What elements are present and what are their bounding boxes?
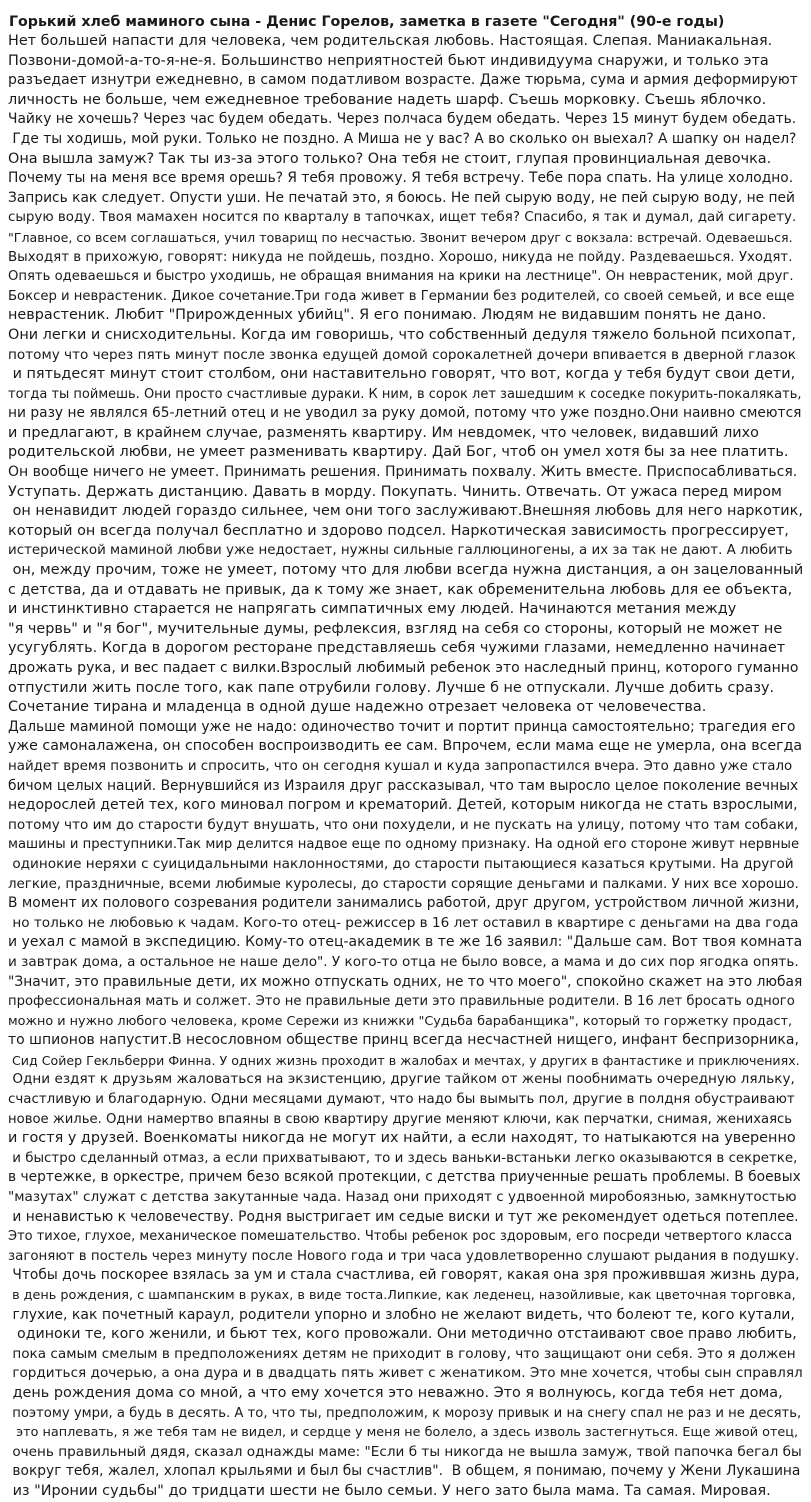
text-line: легкие, праздничные, всеми любимые куролесы, до старости сорящие деньгами и палками. У них все хорошо. bbox=[8, 876, 799, 892]
text-line: усугублять. Когда в дорогом ресторане представляешь себя чужими глазами, немедленно начинает bbox=[8, 640, 786, 657]
text-line: сырую воду. Твоя мамахен носится по кварталу в тапочках, ищет тебя? Спасибо, я так и думал, дай сигарету. bbox=[8, 210, 797, 226]
text-line: и быстро сделанный отмаз, а если прихватывают, то и здесь ваньки-встаньки легко оказываются в секретке, bbox=[8, 1150, 798, 1166]
text-line: разъедает изнутри ежедневно, в самом податливом возрасте. Даже тюрьма, сума и армия деформируют bbox=[8, 72, 798, 89]
text-line: Она вышла замуж? Так ты из-за этого только? Она тебя не стоит, глупая провинциальная девочка. bbox=[8, 150, 772, 167]
text-line: недорослей детей тех, кого миновал погром и крематорий. Детей, которым никогда не стать взрослыми, bbox=[8, 797, 798, 814]
text-line: тогда ты поймешь. Они просто счастливые дураки. К ним, в сорок лет зашедшим к соседке покурить-покалякать, bbox=[8, 386, 802, 402]
text-line: и гостя у друзей. Военкоматы никогда не могут их найти, а если находят, то натыкаются на уверенно bbox=[8, 1130, 796, 1147]
text-line: и ненавистью к человечеству. Родня выстригает им седые виски и тут же рекомендует одеться потеплее. bbox=[8, 1208, 799, 1225]
text-line: это наплевать, я же тебя там не видел, и сердце у меня не болело, а здесь изволь застегнуться. Еще живой отец, bbox=[8, 1425, 799, 1441]
text-line: Одни ездят к друзьям жаловаться на экзистенцию, другие тайком от жены пообнимать очередную ляльку, bbox=[8, 1071, 795, 1088]
text-line: ни разу не являлся 65-летний отец и не уводил за руку домой, потому что уже поздно.Они наивно смеются bbox=[8, 405, 802, 422]
text-line: одинокие неряхи с суицидальными наклонностями, до старости пытающиеся казаться крутыми. На другой bbox=[8, 855, 794, 872]
text-line: "мазутах" служат с детства закутанные чада. Назад они приходят с удвоенной миробоязнью, замкнутостью bbox=[8, 1189, 797, 1206]
text-line: Чайку не хочешь? Через час будем обедать. Через полчаса будем обедать. Через 15 минут будем обедать. bbox=[8, 111, 797, 128]
text-line: Почему ты на меня все время орешь? Я тебя провожу. Я тебя встречу. Тебе пора спать. На улице холодно. bbox=[8, 170, 794, 187]
text-line: Сид Сойер Гекльберри Финна. У одних жизнь проходит в жалобах и мечтах, у других в фантастике и приключениях. bbox=[8, 1052, 800, 1068]
text-line: который он всегда получал бесплатно и здорово подсел. Наркотическая зависимость прогрессирует, bbox=[8, 522, 789, 539]
text-line: в чертежке, в оркестре, причем безо всякой протекции, с детства приученные решать проблемы. В боевых bbox=[8, 1169, 801, 1186]
text-line: пока самым смелым в предположениях детям не приходит в голову, что защищают они себя. Это я должен bbox=[8, 1345, 796, 1362]
text-line: поэтому умри, а будь в десять. А то, что ты, предположим, к морозу привык и на снегу спал не раз и не десять, bbox=[8, 1405, 802, 1421]
text-line: найдет время позвонить и спросить, что он сегодня кушал и куда запропастился вчера. Это давно уже стало bbox=[8, 758, 793, 774]
text-line: В момент их полового созревания родители занимались работой, друг другом, устройством личной жизни, bbox=[8, 895, 800, 912]
article-title: Горький хлеб маминого сына - Денис Горелов, заметка в газете "Сегодня" (90-е годы) bbox=[9, 14, 725, 30]
text-line: профессиональная мать и солжет. Это не правильные дети это правильные родители. В 16 лет бросать одного bbox=[8, 994, 795, 1010]
text-line: Боксер и неврастеник. Дикое сочетание.Три года живет в Германии без родителей, со своей семьей, и все еще bbox=[8, 288, 795, 304]
text-line: истерической маминой любви уже недостает, нужны сильные галлюциногены, а их за так не дают. А любить bbox=[8, 543, 793, 559]
text-line: "Значит, это правильные дети, их можно отпускать одних, не то что моего", спокойно скажет на это любая bbox=[8, 973, 803, 990]
text-line: из "Иронии судьбы" до тридцати шести не было семьи. У него зато была мама. Та самая. Мировая. bbox=[8, 1482, 771, 1499]
text-line: то шпионов напустит.В несословном обществе принц всегда несчастней нищего, инфант беспризорника, bbox=[8, 1032, 799, 1049]
text-line: в день рождения, с шампанским в руках, в виде тоста.Липкие, как леденец, назойливые, как цветочная торговка, bbox=[8, 1288, 796, 1303]
text-line: родительской любви, не умеет разменивать квартиру. Дай Бог, чтоб он умел хотя бы за нее платить. bbox=[8, 444, 789, 461]
text-line: он, между прочим, тоже не умеет, потому что для любви всегда нужна дистанция, а он зацелованный bbox=[8, 562, 804, 579]
text-line: "Главное, со всем соглашаться, учил товарищ по несчастью. Звонит вечером друг с вокзала: встречай. Одеваешься. bbox=[8, 229, 793, 245]
text-line: счастливую и благодарную. Одни месяцами думают, что надо бы вымыть пол, другие в полдня обустраивают bbox=[8, 1092, 795, 1108]
text-line: "я червь" и "я бог", мучительные думы, рефлексия, взгляд на себя со стороны, который не может не bbox=[8, 620, 783, 637]
text-line: Нет большей напасти для человека, чем родительская любовь. Настоящая. Слепая. Маниакальная. bbox=[8, 33, 773, 49]
text-line: и предлагают, в крайнем случае, разменять квартиру. Им невдомек, что человек, видавший лихо bbox=[8, 424, 759, 441]
text-line: уже самоналажена, он способен воспроизводить ее сам. Впрочем, если мама еще не умерла, она всегда bbox=[8, 738, 803, 755]
text-line: Уступать. Держать дистанцию. Давать в морду. Покупать. Чинить. Отвечать. От ужаса перед миром bbox=[8, 483, 782, 500]
text-line: Он вообще ничего не умеет. Принимать решения. Принимать похвалу. Жить вместе. Приспосабливаться. bbox=[8, 464, 798, 481]
text-line: машины и преступники.Так мир делится надвое еще по одному признаку. На одной его стороне живут нервные bbox=[8, 837, 800, 853]
text-line: и завтрак дома, а остальное не наше дело". У кого-то отца не было вовсе, а мама и до сих пор ягодка опять. bbox=[8, 953, 799, 970]
text-line: Позвони-домой-а-то-я-не-я. Большинство неприятностей бьют индивидуума снаружи, и только эта bbox=[8, 52, 769, 69]
text-line: одиноки те, кого женили, и бьют тех, кого провожали. Они методично отстаивают свое право любить, bbox=[8, 1326, 797, 1343]
text-line: и пятьдесят минут стоит столбом, они наставительно говорят, что вот, когда у тебя будут свои дети, bbox=[8, 366, 796, 383]
text-line: и инстинктивно старается не напрягать симпатичных ему людей. Начинаются метания между bbox=[8, 601, 737, 618]
text-line: Дальше маминой помощи уже не надо: одиночество точит и портит принца самостоятельно; трагедия его bbox=[8, 718, 796, 735]
text-line: он ненавидит людей гораздо сильнее, чем они того заслуживают.Внешняя любовь для него наркотик, bbox=[8, 503, 803, 520]
text-line: загоняют в постель через минуту после Нового года и три часа удовлетворенно слушают рыдания в подушку. bbox=[8, 1248, 800, 1264]
text-line: гордиться дочерью, а она дура и в двадцать пять живет с женатиком. Это мне хочется, чтобы сын справлял bbox=[8, 1365, 803, 1382]
text-line: личность не больше, чем ежедневное требование надеть шарф. Съешь морковку. Съешь яблочко. bbox=[8, 91, 767, 108]
text-line: Чтобы дочь поскорее взялась за ум и стала счастлива, ей говорят, какая она зря проживвшая жизнь дура, bbox=[8, 1267, 800, 1284]
text-line: можно и нужно любого человека, кроме Сережи из книжки "Судьба барабанщика", который то горжетку продаст, bbox=[8, 1013, 793, 1029]
text-line: неврастеник. Любит "Прирожденных убийц". Я его понимаю. Людям не видавшим понять не дано. bbox=[8, 307, 767, 324]
text-line: Сочетание тирана и младенца в одной душе надежно отрезает человека от человечества. bbox=[8, 699, 707, 716]
text-line: очень правильный дядя, сказал однажды маме: "Если б ты никогда не вышла замуж, твой папочка бегал бы bbox=[8, 1443, 802, 1460]
text-line: день рождения дома со мной, а что ему хочется это неважно. Это я волнуюсь, когда тебя нет дома, bbox=[8, 1384, 783, 1401]
text-line: Запрись как следует. Опусти уши. Не печатай это, я боюсь. Не пей сырую воду, не пей сырую воду, не пей bbox=[8, 189, 795, 206]
article-body bbox=[8, 32, 803, 1502]
text-line: Они легки и снисходительны. Когда им говоришь, что собственный дедуля тяжело больной психопат, bbox=[8, 326, 796, 343]
text-line: Где ты ходишь, мой руки. Только не поздно. А Миша не у вас? А во сколько он выехал? А шапку он надел? bbox=[8, 130, 797, 147]
text-line: Опять одеваешься и быстро уходишь, не обращая внимания на крики на лестнице". Он неврастеник, мой друг. bbox=[8, 269, 794, 285]
text-line: бичом целых наций. Вернувшийся из Израиля друг рассказывал, что там выросло целое поколение вечных bbox=[8, 777, 799, 794]
text-line: но только не любовью к чадам. Кого-то отец- режиссер в 16 лет оставил в квартире с деньгами на два года bbox=[8, 914, 799, 931]
text-line: потому что через пять минут после звонка едущей домой сорокалетней дочери впивается в дверной глазок bbox=[8, 346, 796, 363]
text-line: отпустили жить после того, как папе отрубили голову. Лучше б не отпускали. Лучше добить сразу. bbox=[8, 679, 775, 696]
text-line: глухие, как почетный караул, родители упорно и злобно не желают видеть, что болеют те, кого кутали, bbox=[8, 1306, 795, 1323]
text-line: с детства, да и отдавать не привык, да к тому же знает, как обременительна любовь для ее объекта, bbox=[8, 581, 793, 598]
text-line: дрожать рука, и вес падает с вилки.Взрослый любимый ребенок это наследный принц, которого гуманно bbox=[8, 660, 799, 676]
text-line: Выходят в прихожую, говорят: никуда не пойдешь, поздно. Хорошо, никуда не пойду. Раздеваешься. Уходят. bbox=[8, 249, 793, 265]
text-line: новое жилье. Одни намертво впаяны в свою квартиру другие меняют ключи, как перчатки, снимая, женихаясь bbox=[8, 1111, 793, 1127]
text-line: Это тихое, глухое, механическое помешательство. Чтобы ребенок рос здоровым, его посреди четвертого класса bbox=[8, 1229, 793, 1245]
text-line: потому что им до старости будут внушать, что они похудели, и не пускать на улицу, потому что там собаки, bbox=[8, 816, 799, 833]
text-line: и уехал с мамой в экспедицию. Кому-то отец-академик в те же 16 заявил: "Дальше сам. Вот твоя комната bbox=[8, 934, 803, 951]
text-line: вокруг тебя, жалел, хлопал крыльями и был бы счастлив". В общем, я понимаю, почему у Жени Лукашина bbox=[8, 1463, 801, 1480]
